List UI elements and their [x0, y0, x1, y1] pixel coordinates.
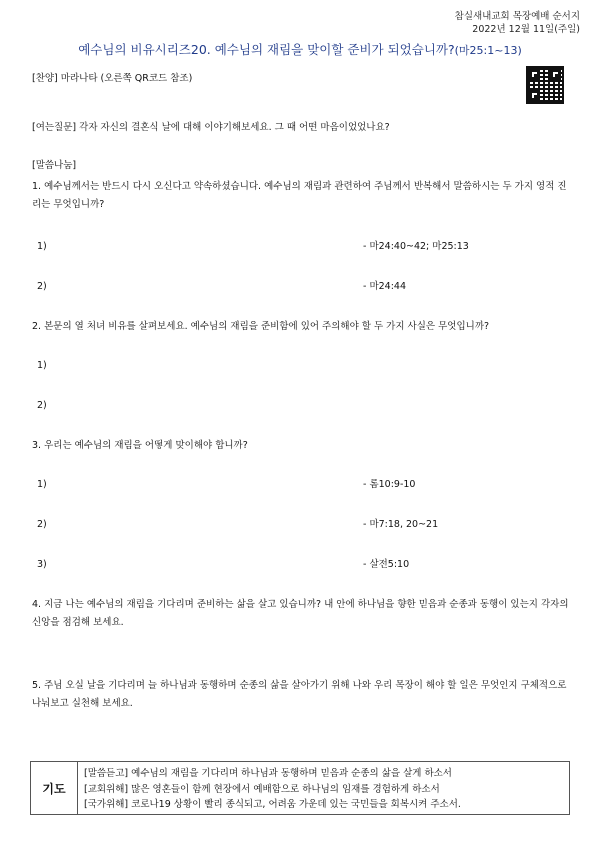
service-date: 2022년 12월 11일(주일) — [472, 24, 580, 35]
page-title — [0, 40, 600, 58]
prayer-box — [30, 761, 570, 815]
word-sharing-header: [말씀나눔] — [32, 160, 77, 171]
praise-line: [찬양] 마라나타 (오른쪽 QR코드 참조) — [32, 73, 193, 84]
question-4: 4. 지금 나는 예수님의 재림을 기다리며 준비하는 삶을 살고 있습니까? 내 안에 하나님을 향한 믿음과 순종과 동행이 있는지 각자의 신앙을 점검해 보세요. — [32, 599, 569, 628]
question-2: 2. 본문의 열 처녀 비유를 살펴보세요. 예수님의 재림을 준비함에 있어 주의해야 할 두 가지 사실은 무엇입니까? — [32, 321, 490, 332]
q3-item-1-ref: - 롬10:9-10 — [363, 479, 416, 490]
prayer-line-church: [교회위해] 많은 영혼들이 함께 현장에서 예배함으로 하나님의 임재를 경험하게 하소서 — [84, 783, 440, 795]
question-3: 3. 우리는 예수님의 재림을 어떻게 맞이해야 합니까? — [32, 440, 248, 451]
qr-finder-icon — [550, 69, 561, 80]
q2-item-2-label: 2) — [37, 400, 47, 411]
qr-finder-icon — [529, 69, 540, 80]
title-ref: (마25:1~13) — [454, 44, 522, 57]
prayer-line-word: [말씀듣고] 예수님의 재림을 기다리며 하나님과 동행하며 믿음과 순종의 삶을 살게 하소서 — [84, 768, 452, 779]
q3-item-1-label: 1) — [37, 479, 47, 490]
page-header — [455, 10, 580, 36]
question-5: 5. 주님 오실 날을 기다리며 늘 하나님과 동행하며 순종의 삶을 살아가기 위해 나와 우리 목장이 해야 할 일은 무엇인지 구체적으로 나눠보고 실천해 보세요. — [32, 680, 567, 709]
q3-item-3-label: 3) — [37, 559, 47, 570]
question-1: 1. 예수님께서는 반드시 다시 오신다고 약속하셨습니다. 예수님의 재림과 관련하여 주님께서 반복해서 말씀하시는 두 가지 영적 진리는 무엇입니까? — [32, 181, 567, 210]
opening-question: [여는질문] 각자 자신의 결혼식 날에 대해 이야기해보세요. 그 때 어떤 마음이었었나요? — [32, 122, 390, 133]
q3-item-2-label: 2) — [37, 519, 47, 530]
prayer-label: 기도 — [31, 762, 78, 814]
q1-item-2-label: 2) — [37, 281, 47, 292]
prayer-line-nation: [국가위해] 코로나19 상황이 빨리 종식되고, 어려움 가운데 있는 국민들을 회복시켜 주소서. — [84, 799, 461, 810]
church-name: 참실새내교회 목장예배 순서지 — [454, 11, 580, 22]
q3-item-3-ref: - 살전5:10 — [363, 559, 410, 570]
q1-item-1-ref: - 마24:40~42; 마25:13 — [363, 241, 469, 252]
q2-item-1-label: 1) — [37, 360, 47, 371]
prayer-lines — [78, 762, 461, 814]
q1-item-2-ref: - 마24:44 — [363, 281, 407, 292]
title-main: 예수님의 비유시리즈20. 예수님의 재림을 맞이할 준비가 되었습니까? — [78, 42, 455, 57]
qr-finder-icon — [529, 90, 540, 101]
qr-code[interactable] — [526, 66, 564, 104]
q3-item-2-ref: - 마7:18, 20~21 — [363, 519, 439, 530]
q1-item-1-label: 1) — [37, 241, 47, 252]
